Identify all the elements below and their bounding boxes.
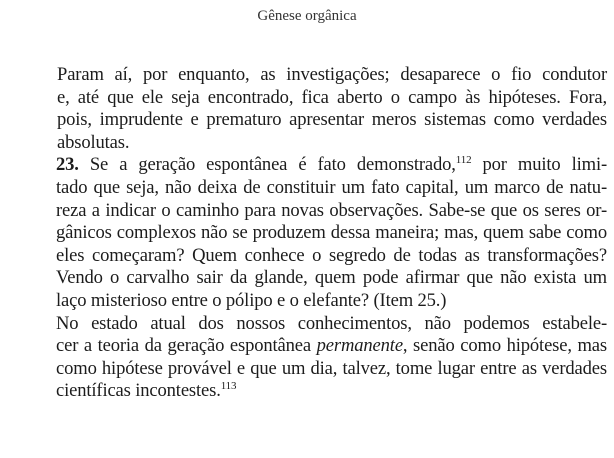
paragraph-1	[7, 64, 607, 154]
body-text	[7, 64, 607, 403]
paragraph-section-23	[7, 154, 607, 312]
section-number: 23.	[56, 154, 79, 176]
text-line: gânicos complexos não se produzem dessa maneira; mas, quem sabe como	[56, 222, 607, 244]
emphasis-word: permanente	[316, 335, 403, 357]
text-line: No estado atual dos nossos conhecimentos, não podemos estabele-	[56, 312, 607, 334]
footnote-ref: 113	[220, 380, 237, 393]
text-line	[7, 154, 607, 177]
text-line: pois, imprudente e prematuro apresentar meros sistemas como verdades	[57, 109, 607, 131]
text-line: Vendo o carvalho sair da glande, quem pode afirmar que não exista um	[56, 267, 607, 289]
text-line: como hipótese provável e que um dia, talvez, tome lugar entre as verdades	[56, 357, 607, 379]
text-line: laço misterioso entre o pólipo e o elefante? (Item 25.)	[56, 289, 447, 311]
text-span: científicas incontestes.	[56, 380, 221, 402]
text-line	[7, 380, 607, 403]
text-line: Param aí, por enquanto, as investigações; desaparece o fio condutor	[57, 64, 607, 85]
text-line: tado que seja, não deixa de constituir um fato capital, um marco de natu-	[56, 176, 607, 198]
text-span: Se a geração espontânea é fato demonstrado,	[78, 154, 456, 176]
text-line: eles começaram? Quem conhece o segredo de todas as transformações?	[56, 244, 607, 266]
paragraph-3	[7, 313, 607, 403]
text-line: absolutas.	[57, 131, 130, 153]
text-line	[7, 335, 607, 358]
text-span: cer a teoria da geração espontânea	[56, 335, 317, 357]
text-line: e, até que ele seja encontrado, fica aberto o campo às hipóteses. Fora,	[57, 86, 607, 108]
text-span: , senão como hipótese, mas	[402, 335, 607, 357]
text-line: reza a indicar o caminho para novas observações. Sabe-se que os seres or-	[56, 199, 607, 221]
text-span: por muito limi-	[471, 154, 607, 176]
running-header: Gênese orgânica	[257, 8, 357, 24]
footnote-ref: 112	[455, 154, 472, 167]
